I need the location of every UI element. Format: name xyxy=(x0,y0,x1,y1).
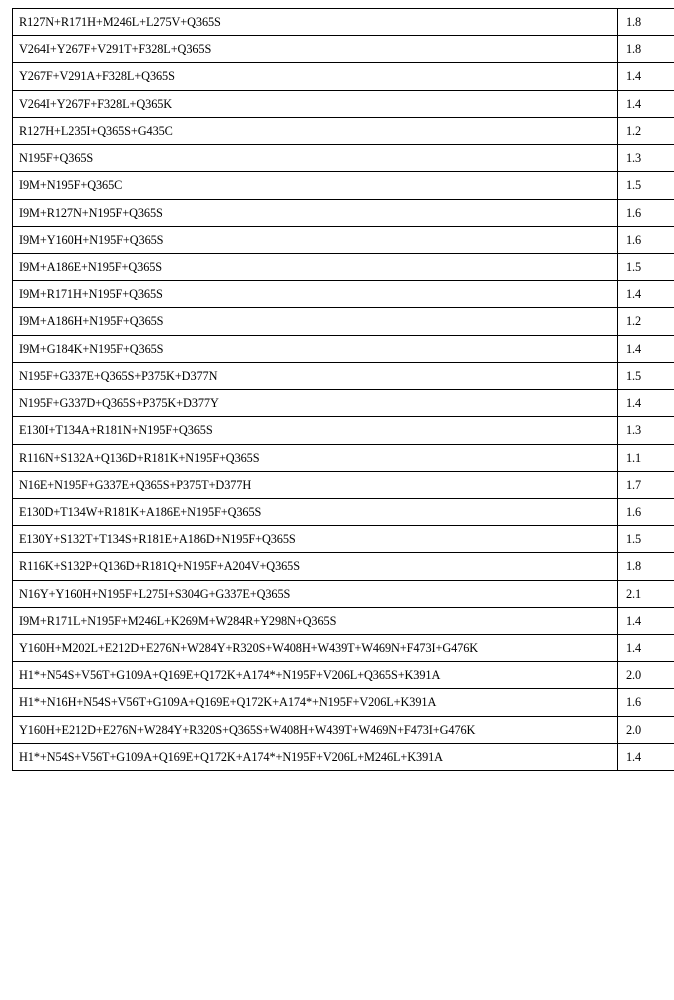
table-row xyxy=(13,308,674,335)
table-row xyxy=(13,117,674,144)
value-cell: 1.7 xyxy=(618,471,674,498)
mutation-cell: R116N+S132A+Q136D+R181K+N195F+Q365S xyxy=(13,444,618,471)
value-cell: 1.6 xyxy=(618,498,674,525)
value-cell: 2.1 xyxy=(618,580,674,607)
table-row xyxy=(13,335,674,362)
table-row xyxy=(13,145,674,172)
table-row xyxy=(13,390,674,417)
value-cell: 1.5 xyxy=(618,362,674,389)
mutation-cell: R127N+R171H+M246L+L275V+Q365S xyxy=(13,9,618,36)
table-row xyxy=(13,226,674,253)
table-row xyxy=(13,9,674,36)
mutation-cell: Y160H+E212D+E276N+W284Y+R320S+Q365S+W408H+W439T+W469N+F473I+G476K xyxy=(13,716,618,743)
mutation-cell: H1*+N54S+V56T+G109A+Q169E+Q172K+A174*+N195F+V206L+Q365S+K391A xyxy=(13,662,618,689)
table-row xyxy=(13,662,674,689)
value-cell: 1.1 xyxy=(618,444,674,471)
table-body xyxy=(13,9,674,771)
value-cell: 1.8 xyxy=(618,36,674,63)
mutation-table xyxy=(12,8,674,771)
table-row xyxy=(13,63,674,90)
value-cell: 1.5 xyxy=(618,253,674,280)
mutation-cell: E130I+T134A+R181N+N195F+Q365S xyxy=(13,417,618,444)
mutation-cell: I9M+N195F+Q365C xyxy=(13,172,618,199)
table-row xyxy=(13,635,674,662)
mutation-cell: R116K+S132P+Q136D+R181Q+N195F+A204V+Q365S xyxy=(13,553,618,580)
value-cell: 1.6 xyxy=(618,226,674,253)
mutation-cell: E130Y+S132T+T134S+R181E+A186D+N195F+Q365S xyxy=(13,526,618,553)
table-row xyxy=(13,417,674,444)
table-row xyxy=(13,444,674,471)
value-cell: 1.5 xyxy=(618,172,674,199)
value-cell: 1.8 xyxy=(618,9,674,36)
value-cell: 2.0 xyxy=(618,662,674,689)
mutation-cell: I9M+R171L+N195F+M246L+K269M+W284R+Y298N+Q365S xyxy=(13,607,618,634)
mutation-cell: I9M+G184K+N195F+Q365S xyxy=(13,335,618,362)
value-cell: 1.8 xyxy=(618,553,674,580)
value-cell: 1.4 xyxy=(618,281,674,308)
table-row xyxy=(13,607,674,634)
table-row xyxy=(13,362,674,389)
table-row xyxy=(13,90,674,117)
value-cell: 1.4 xyxy=(618,63,674,90)
mutation-cell: Y267F+V291A+F328L+Q365S xyxy=(13,63,618,90)
mutation-cell: N195F+G337D+Q365S+P375K+D377Y xyxy=(13,390,618,417)
value-cell: 1.3 xyxy=(618,145,674,172)
mutation-cell: I9M+A186H+N195F+Q365S xyxy=(13,308,618,335)
table-row xyxy=(13,498,674,525)
value-cell: 1.6 xyxy=(618,199,674,226)
mutation-cell: N16E+N195F+G337E+Q365S+P375T+D377H xyxy=(13,471,618,498)
value-cell: 1.2 xyxy=(618,117,674,144)
table-row xyxy=(13,199,674,226)
value-cell: 1.4 xyxy=(618,607,674,634)
value-cell: 1.4 xyxy=(618,635,674,662)
table-row xyxy=(13,580,674,607)
mutation-cell: I9M+A186E+N195F+Q365S xyxy=(13,253,618,280)
mutation-cell: R127H+L235I+Q365S+G435C xyxy=(13,117,618,144)
table-row xyxy=(13,689,674,716)
table-row xyxy=(13,716,674,743)
mutation-cell: E130D+T134W+R181K+A186E+N195F+Q365S xyxy=(13,498,618,525)
table-row xyxy=(13,743,674,770)
mutation-cell: V264I+Y267F+V291T+F328L+Q365S xyxy=(13,36,618,63)
table-row xyxy=(13,553,674,580)
value-cell: 2.0 xyxy=(618,716,674,743)
table-row xyxy=(13,471,674,498)
table-row xyxy=(13,36,674,63)
mutation-cell: H1*+N16H+N54S+V56T+G109A+Q169E+Q172K+A174*+N195F+V206L+K391A xyxy=(13,689,618,716)
value-cell: 1.4 xyxy=(618,90,674,117)
value-cell: 1.4 xyxy=(618,335,674,362)
mutation-cell: N16Y+Y160H+N195F+L275I+S304G+G337E+Q365S xyxy=(13,580,618,607)
mutation-cell: I9M+R171H+N195F+Q365S xyxy=(13,281,618,308)
value-cell: 1.6 xyxy=(618,689,674,716)
value-cell: 1.3 xyxy=(618,417,674,444)
table-row xyxy=(13,526,674,553)
mutation-cell: I9M+Y160H+N195F+Q365S xyxy=(13,226,618,253)
table-row xyxy=(13,253,674,280)
mutation-cell: N195F+G337E+Q365S+P375K+D377N xyxy=(13,362,618,389)
table-row xyxy=(13,172,674,199)
mutation-cell: H1*+N54S+V56T+G109A+Q169E+Q172K+A174*+N195F+V206L+M246L+K391A xyxy=(13,743,618,770)
mutation-cell: Y160H+M202L+E212D+E276N+W284Y+R320S+W408H+W439T+W469N+F473I+G476K xyxy=(13,635,618,662)
value-cell: 1.2 xyxy=(618,308,674,335)
table-row xyxy=(13,281,674,308)
mutation-cell: I9M+R127N+N195F+Q365S xyxy=(13,199,618,226)
value-cell: 1.4 xyxy=(618,743,674,770)
mutation-cell: N195F+Q365S xyxy=(13,145,618,172)
value-cell: 1.4 xyxy=(618,390,674,417)
value-cell: 1.5 xyxy=(618,526,674,553)
mutation-cell: V264I+Y267F+F328L+Q365K xyxy=(13,90,618,117)
